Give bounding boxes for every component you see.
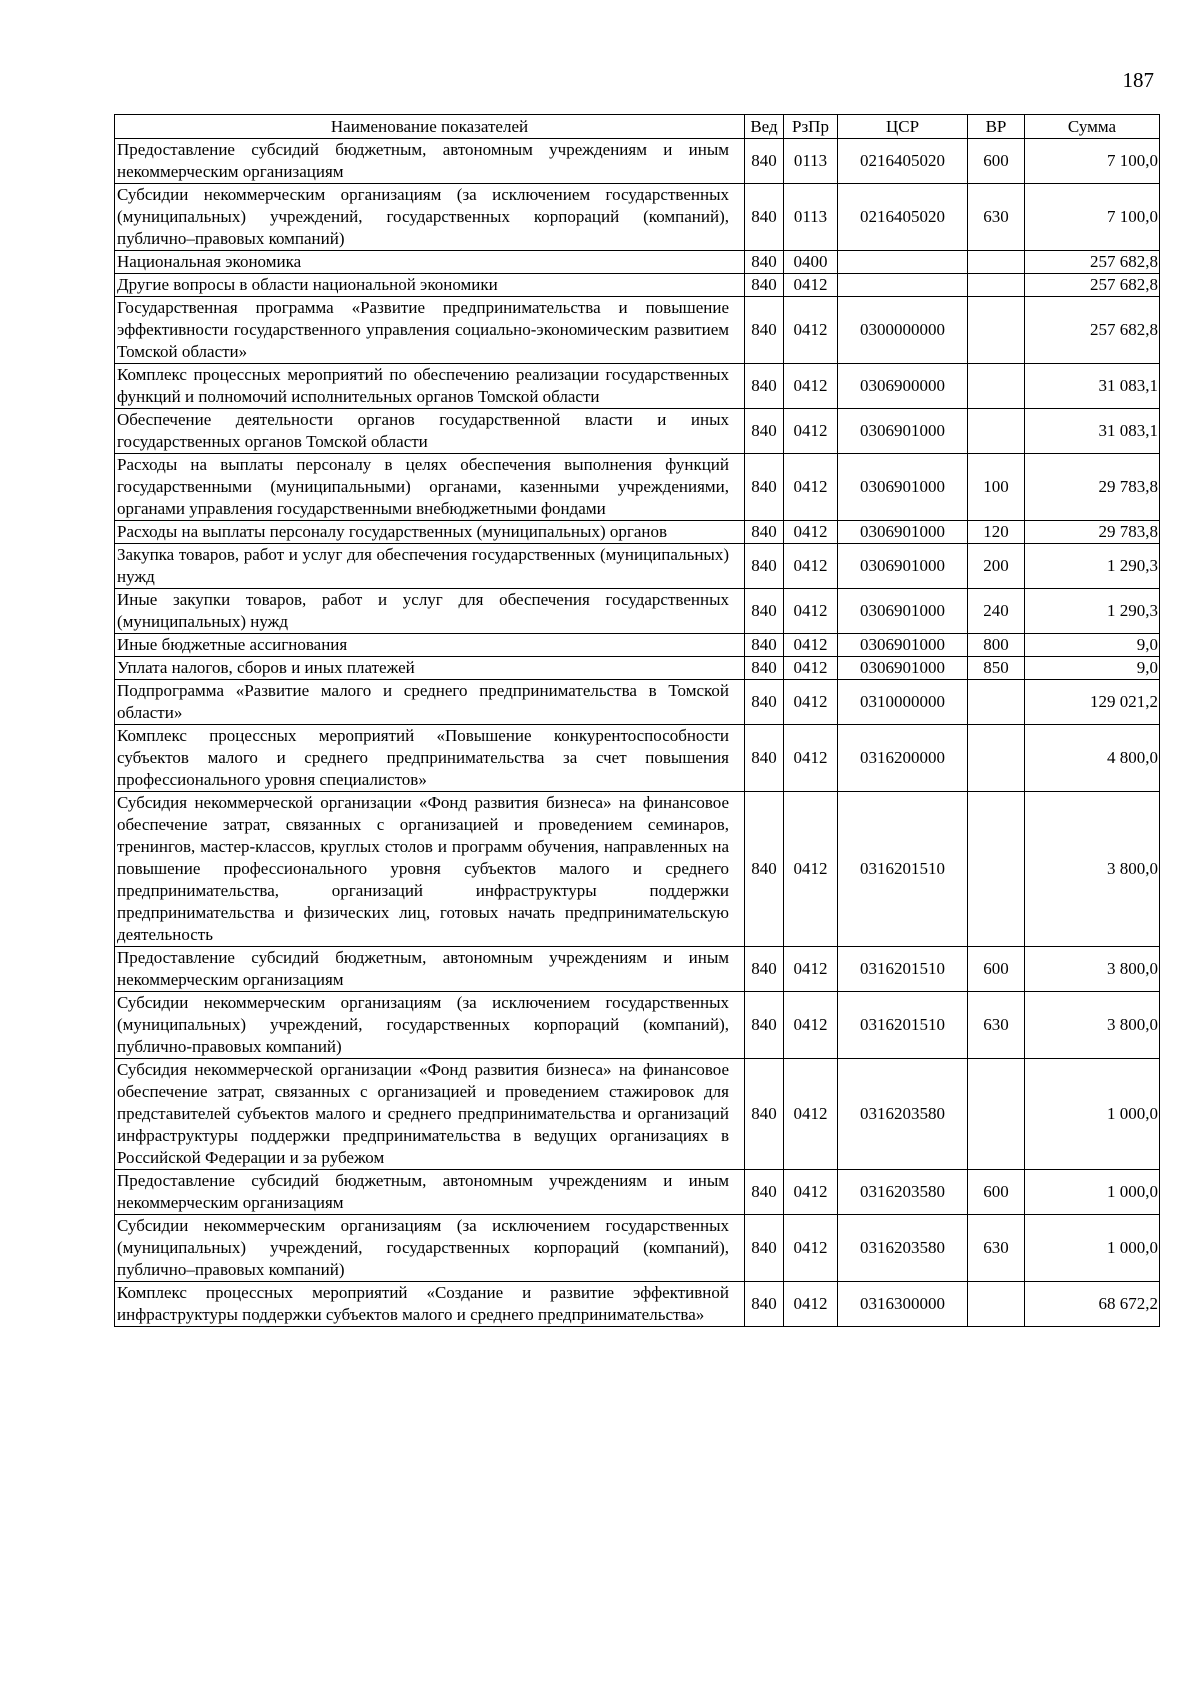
cell-name: Предоставление субсидий бюджетным, автономным учреждениям и иным некоммерческим организациям [115,947,745,992]
table-row [115,589,1160,634]
cell-ved: 840 [745,1059,784,1170]
cell-vr: 850 [968,657,1025,680]
cell-vr: 630 [968,992,1025,1059]
cell-sum: 68 672,2 [1025,1282,1160,1327]
cell-ved: 840 [745,139,784,184]
cell-vr [968,1282,1025,1327]
table-body [115,139,1160,1327]
cell-rzpr: 0412 [784,1059,838,1170]
cell-sum: 7 100,0 [1025,139,1160,184]
cell-rzpr: 0412 [784,992,838,1059]
table-row [115,1215,1160,1282]
cell-csr: 0316300000 [838,1282,968,1327]
cell-ved: 840 [745,454,784,521]
cell-name: Комплекс процессных мероприятий «Создание и развитие эффективной инфраструктуры поддержки субъектов малого и среднего предпринимательства» [115,1282,745,1327]
table-header [115,115,1160,139]
cell-ved: 840 [745,521,784,544]
cell-csr [838,251,968,274]
cell-name: Другие вопросы в области национальной экономики [115,274,745,297]
table-row [115,184,1160,251]
cell-csr: 0300000000 [838,297,968,364]
cell-csr [838,274,968,297]
cell-ved: 840 [745,589,784,634]
cell-vr: 100 [968,454,1025,521]
header-ved: Вед [745,115,784,139]
cell-name: Субсидии некоммерческим организациям (за исключением государственных (муниципальных) учреждений, государственных корпораций (компаний), публично-правовых компаний) [115,992,745,1059]
header-csr: ЦСР [838,115,968,139]
cell-ved: 840 [745,184,784,251]
cell-csr: 0306901000 [838,454,968,521]
cell-vr [968,725,1025,792]
table-row [115,992,1160,1059]
cell-name: Расходы на выплаты персоналу в целях обеспечения выполнения функций государственными (муниципальными) органами, казенными учреждениями, органами управления государственными внебюджетными фондами [115,454,745,521]
cell-ved: 840 [745,947,784,992]
cell-csr: 0306901000 [838,544,968,589]
header-rzpr: РзПр [784,115,838,139]
cell-name: Расходы на выплаты персоналу государственных (муниципальных) органов [115,521,745,544]
cell-name: Уплата налогов, сборов и иных платежей [115,657,745,680]
cell-ved: 840 [745,364,784,409]
cell-sum: 9,0 [1025,657,1160,680]
cell-sum: 1 290,3 [1025,589,1160,634]
cell-rzpr: 0412 [784,1282,838,1327]
table-row [115,657,1160,680]
header-name: Наименование показателей [115,115,745,139]
table-row [115,409,1160,454]
cell-rzpr: 0412 [784,1170,838,1215]
cell-ved: 840 [745,657,784,680]
cell-ved: 840 [745,1282,784,1327]
cell-csr: 0316201510 [838,947,968,992]
cell-csr: 0216405020 [838,139,968,184]
cell-csr: 0306901000 [838,521,968,544]
cell-vr: 600 [968,1170,1025,1215]
cell-csr: 0316201510 [838,792,968,947]
cell-ved: 840 [745,1215,784,1282]
cell-rzpr: 0113 [784,139,838,184]
cell-sum: 257 682,8 [1025,297,1160,364]
table-row [115,680,1160,725]
cell-rzpr: 0412 [784,409,838,454]
table-row [115,544,1160,589]
cell-ved: 840 [745,992,784,1059]
cell-sum: 31 083,1 [1025,364,1160,409]
cell-rzpr: 0113 [784,184,838,251]
cell-rzpr: 0412 [784,1215,838,1282]
cell-name: Предоставление субсидий бюджетным, автономным учреждениям и иным некоммерческим организациям [115,139,745,184]
table-row [115,634,1160,657]
cell-rzpr: 0412 [784,364,838,409]
cell-sum: 129 021,2 [1025,680,1160,725]
cell-sum: 257 682,8 [1025,251,1160,274]
cell-csr: 0306901000 [838,634,968,657]
cell-rzpr: 0412 [784,792,838,947]
cell-name: Субсидии некоммерческим организациям (за исключением государственных (муниципальных) учреждений, государственных корпораций (компаний), публично–правовых компаний) [115,1215,745,1282]
cell-ved: 840 [745,297,784,364]
cell-sum: 7 100,0 [1025,184,1160,251]
cell-name: Комплекс процессных мероприятий по обеспечению реализации государственных функций и полномочий исполнительных органов Томской области [115,364,745,409]
table-row [115,139,1160,184]
cell-vr [968,409,1025,454]
cell-rzpr: 0412 [784,657,838,680]
cell-rzpr: 0412 [784,544,838,589]
table-row [115,1170,1160,1215]
cell-csr: 0316201510 [838,992,968,1059]
cell-rzpr: 0412 [784,634,838,657]
budget-table [114,114,1160,1327]
cell-name: Субсидии некоммерческим организациям (за исключением государственных (муниципальных) учреждений, государственных корпораций (компаний), публично–правовых компаний) [115,184,745,251]
cell-rzpr: 0412 [784,589,838,634]
cell-rzpr: 0412 [784,521,838,544]
header-row [115,115,1160,139]
cell-csr: 0316203580 [838,1170,968,1215]
table-row [115,792,1160,947]
cell-name: Иные закупки товаров, работ и услуг для обеспечения государственных (муниципальных) нужд [115,589,745,634]
cell-ved: 840 [745,725,784,792]
cell-vr [968,297,1025,364]
cell-sum: 1 000,0 [1025,1170,1160,1215]
cell-sum: 29 783,8 [1025,521,1160,544]
table-row [115,1282,1160,1327]
cell-csr: 0316203580 [838,1059,968,1170]
table-row [115,725,1160,792]
cell-sum: 1 000,0 [1025,1215,1160,1282]
cell-vr [968,251,1025,274]
header-sum: Сумма [1025,115,1160,139]
cell-csr: 0306901000 [838,589,968,634]
cell-csr: 0216405020 [838,184,968,251]
cell-vr: 630 [968,184,1025,251]
cell-csr: 0306901000 [838,657,968,680]
cell-csr: 0306900000 [838,364,968,409]
cell-ved: 840 [745,680,784,725]
table-row [115,297,1160,364]
cell-ved: 840 [745,792,784,947]
cell-name: Субсидия некоммерческой организации «Фонд развития бизнеса» на финансовое обеспечение затрат, связанных с организацией и проведением стажировок для представителей субъектов малого и среднего предпринимательства и организаций инфраструктуры поддержки предпринимательства в ведущих организациях в Российской Федерации и за рубежом [115,1059,745,1170]
cell-sum: 3 800,0 [1025,947,1160,992]
cell-rzpr: 0412 [784,725,838,792]
cell-name: Субсидия некоммерческой организации «Фонд развития бизнеса» на финансовое обеспечение затрат, связанных с организацией и проведением семинаров, тренингов, мастер-классов, круглых столов и программ обучения, направленных на повышение профессионального уровня субъектов малого и среднего предпринимательства, организаций инфраструктуры поддержки предпринимательства и физических лиц, готовых начать предпринимательскую деятельность [115,792,745,947]
cell-vr: 600 [968,139,1025,184]
cell-ved: 840 [745,1170,784,1215]
table-row [115,274,1160,297]
cell-vr [968,1059,1025,1170]
cell-name: Обеспечение деятельности органов государственной власти и иных государственных органов Томской области [115,409,745,454]
table-row [115,947,1160,992]
cell-vr [968,274,1025,297]
cell-sum: 3 800,0 [1025,792,1160,947]
cell-sum: 31 083,1 [1025,409,1160,454]
table-row [115,521,1160,544]
cell-name: Подпрограмма «Развитие малого и среднего предпринимательства в Томской области» [115,680,745,725]
cell-vr [968,364,1025,409]
cell-sum: 4 800,0 [1025,725,1160,792]
header-vr: ВР [968,115,1025,139]
cell-name: Государственная программа «Развитие предпринимательства и повышение эффективности государственного управления социально-экономическим развитием Томской области» [115,297,745,364]
table-row [115,1059,1160,1170]
cell-name: Предоставление субсидий бюджетным, автономным учреждениям и иным некоммерческим организациям [115,1170,745,1215]
cell-sum: 257 682,8 [1025,274,1160,297]
cell-rzpr: 0412 [784,454,838,521]
cell-vr: 240 [968,589,1025,634]
table-row [115,364,1160,409]
cell-rzpr: 0412 [784,947,838,992]
cell-vr: 200 [968,544,1025,589]
cell-vr: 600 [968,947,1025,992]
table-row [115,251,1160,274]
cell-sum: 1 290,3 [1025,544,1160,589]
cell-vr [968,792,1025,947]
cell-name: Национальная экономика [115,251,745,274]
cell-ved: 840 [745,274,784,297]
cell-csr: 0316200000 [838,725,968,792]
table-row [115,454,1160,521]
cell-ved: 840 [745,409,784,454]
cell-rzpr: 0412 [784,680,838,725]
cell-rzpr: 0412 [784,297,838,364]
cell-vr: 800 [968,634,1025,657]
cell-name: Иные бюджетные ассигнования [115,634,745,657]
cell-sum: 1 000,0 [1025,1059,1160,1170]
cell-csr: 0306901000 [838,409,968,454]
cell-sum: 3 800,0 [1025,992,1160,1059]
cell-vr [968,680,1025,725]
cell-sum: 29 783,8 [1025,454,1160,521]
cell-ved: 840 [745,544,784,589]
cell-vr: 630 [968,1215,1025,1282]
cell-rzpr: 0400 [784,251,838,274]
cell-ved: 840 [745,251,784,274]
cell-sum: 9,0 [1025,634,1160,657]
cell-name: Комплекс процессных мероприятий «Повышение конкурентоспособности субъектов малого и среднего предпринимательства за счет повышения профессионального уровня специалистов» [115,725,745,792]
cell-name: Закупка товаров, работ и услуг для обеспечения государственных (муниципальных) нужд [115,544,745,589]
cell-csr: 0310000000 [838,680,968,725]
cell-ved: 840 [745,634,784,657]
page-number: 187 [1122,68,1154,92]
cell-rzpr: 0412 [784,274,838,297]
cell-csr: 0316203580 [838,1215,968,1282]
cell-vr: 120 [968,521,1025,544]
